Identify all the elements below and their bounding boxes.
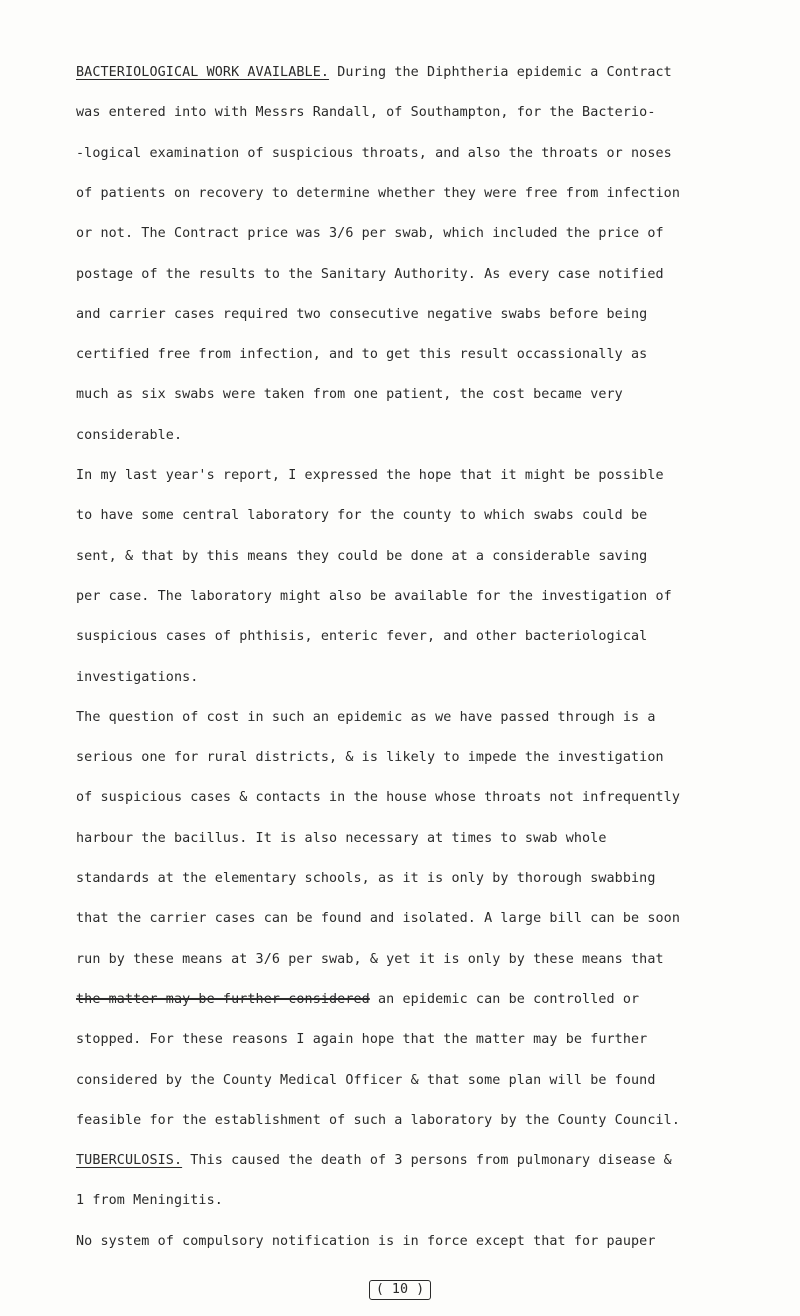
heading-bacteriological-work: BACTERIOLOGICAL WORK AVAILABLE. xyxy=(76,65,330,80)
p1-line: -logical examination of suspicious throats, and also the throats or noses xyxy=(76,145,672,161)
p1-line: certified free from infection, and to get this result occassionally as xyxy=(76,347,648,363)
tb-line-2-text: 1 from Meningitis. xyxy=(76,1193,223,1209)
p3-end-line: considered by the County Medical Officer & that some plan will be found xyxy=(76,1072,656,1088)
p2-line: to have some central laboratory for the county to which swabs could be xyxy=(76,508,648,524)
line-1-rest: During the Diphtheria epidemic a Contract xyxy=(329,65,672,80)
p1-line: was entered into with Messrs Randall, of Southampton, for the Bacterio- xyxy=(76,105,656,121)
heading-tuberculosis: TUBERCULOSIS. xyxy=(76,1153,183,1169)
page-number-text: ( 10 ) xyxy=(369,1280,431,1300)
p1-line: postage of the results to the Sanitary Authority. As every case notified xyxy=(76,266,664,282)
last-line-text: No system of compulsory notification is in force except that for pauper xyxy=(76,1233,656,1249)
p1-line: or not. The Contract price was 3/6 per swab, which included the price of xyxy=(76,226,664,242)
p2-line: investigations. xyxy=(76,669,199,685)
struck-through-text: the matter may be further considered xyxy=(76,991,370,1007)
p3-line: standards at the elementary schools, as it is only by thorough swabbing xyxy=(76,871,656,886)
p2-line: sent, & that by this means they could be done at a considerable saving xyxy=(76,548,648,564)
p3-line: The question of cost in such an epidemic as we have passed through is a xyxy=(76,709,656,725)
tb-line-1-rest: This caused the death of 3 persons from pulmonary disease & xyxy=(182,1153,672,1169)
last-line xyxy=(76,1234,656,1249)
p3-line: serious one for rural districts, & is likely to impede the investigation xyxy=(76,750,664,766)
p3-line: that the carrier cases can be found and isolated. A large bill can be soon xyxy=(76,911,680,927)
line-after-strike: an epidemic can be controlled or xyxy=(369,991,640,1007)
page-number xyxy=(0,1280,800,1300)
p2-line: per case. The laboratory might also be available for the investigation of xyxy=(76,588,672,604)
p1-line: of patients on recovery to determine whether they were free from infection xyxy=(76,185,680,201)
tb-line-1 xyxy=(76,1153,672,1168)
line-1 xyxy=(76,65,672,80)
p2-line: suspicious cases of phthisis, enteric fever, and other bacteriological xyxy=(76,629,648,645)
p1-line: considerable. xyxy=(76,427,183,443)
p3-line: run by these means at 3/6 per swab, & yet it is only by these means that xyxy=(76,951,664,967)
p3-line: harbour the bacillus. It is also necessary at times to swab whole xyxy=(76,830,607,846)
p3-end-line: stopped. For these reasons I again hope that the matter may be further xyxy=(76,1032,648,1048)
p1-line: much as six swabs were taken from one patient, the cost became very xyxy=(76,387,623,403)
p3-end-line: feasible for the establishment of such a laboratory by the County Council. xyxy=(76,1112,680,1128)
tb-line-2 xyxy=(76,1193,223,1208)
p2-line: In my last year's report, I expressed the hope that it might be possible xyxy=(76,468,664,483)
p3-line: of suspicious cases & contacts in the house whose throats not infrequently xyxy=(76,790,680,806)
p1-line: and carrier cases required two consecutive negative swabs before being xyxy=(76,306,648,322)
p3-line-struck xyxy=(76,992,639,1007)
